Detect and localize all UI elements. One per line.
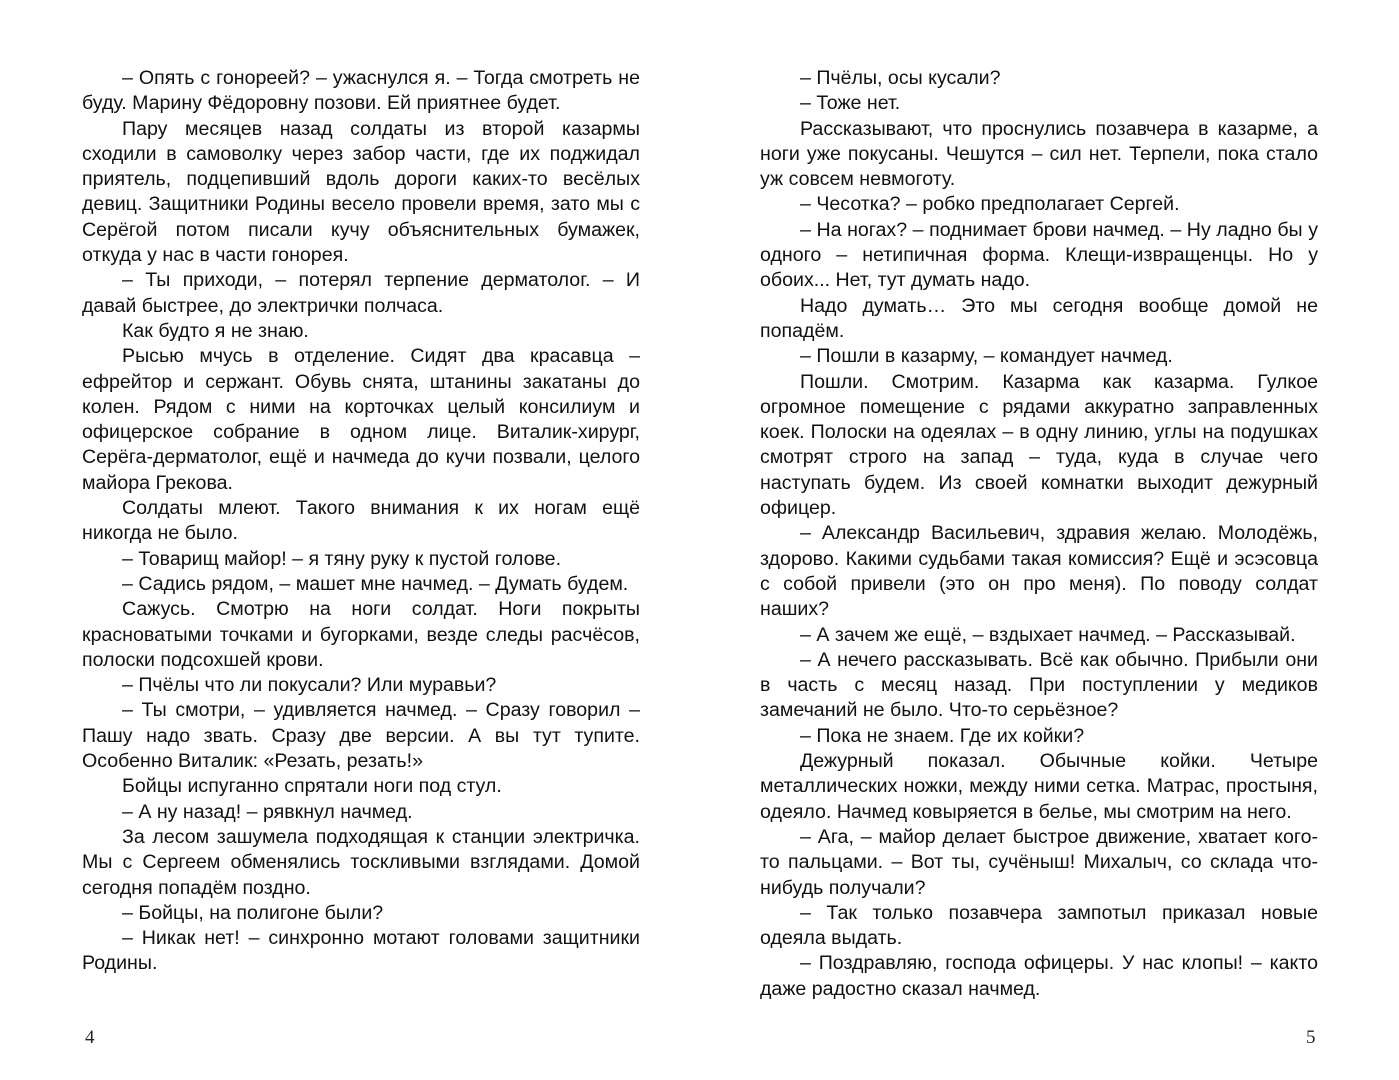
paragraph: Надо думать… Это мы сегодня вообще домой не попадём. bbox=[760, 294, 1318, 342]
paragraph: – Тоже нет. bbox=[800, 92, 901, 115]
page-number-left: 4 bbox=[85, 1027, 95, 1048]
paragraph: Как будто я не знаю. bbox=[122, 319, 309, 342]
paragraph: – Пчёлы, осы кусали? bbox=[800, 67, 1001, 89]
paragraph: – А ну назад! – рявкнул начмед. bbox=[122, 800, 413, 823]
paragraph: – Садись рядом, – машет мне начмед. – Думать будем. bbox=[122, 572, 629, 595]
paragraph: – А нечего рассказывать. Всё как обычно. Прибыли они в часть с месяц назад. При поступлении у медиков замечаний не было. Что-то серьёзное? bbox=[760, 648, 1318, 722]
right-page bbox=[760, 66, 1318, 1002]
paragraph: – А зачем же ещё, – вздыхает начмед. – Рассказывай. bbox=[800, 623, 1296, 646]
paragraph: – Опять с гонореей? – ужаснулся я. – Тогда смотреть не буду. Марину Фёдоровну позови. Ей приятнее будет. bbox=[82, 67, 640, 115]
paragraph: – Товарищ майор! – я тяну руку к пустой голове. bbox=[122, 547, 562, 570]
left-page bbox=[82, 66, 640, 977]
paragraph: – Так только позавчера зампотыл приказал новые одеяла выдать. bbox=[760, 901, 1318, 950]
paragraph: Дежурный показал. Обычные койки. Четыре металлических ножки, между ними сетка. Матрас, простыня, одеяло. Начмед ковыряется в белье, мы смотрим на него. bbox=[760, 750, 1318, 823]
paragraph: Бойцы испуганно спрятали ноги под стул. bbox=[122, 775, 502, 798]
paragraph: – Ты смотри, – удивляется начмед. – Сразу говорил – Пашу надо звать. Сразу две версии. А вы тут тупите. Особенно Виталик: «Резать, резать!» bbox=[82, 699, 640, 773]
paragraph: Рысью мчусь в отделение. Сидят два красавца – ефрейтор и сержант. Обувь снята, штанины закатаны до колен. Рядом с ними на корточках целый консилиум и офицерское собрание в одном лице. Виталик-хирург, Серёга-дерматолог, ещё и начмеда до кучи позвали, целого майора Грекова. bbox=[82, 345, 640, 494]
paragraph: – На ногах? – поднимает брови начмед. – Ну ладно бы у одного – нетипичная форма. Клещи-извращенцы. Но у обоих... Нет, тут думать надо. bbox=[760, 218, 1318, 292]
paragraph: – Ты приходи, – потерял терпение дерматолог. – И давай быстрее, до электрички полчаса. bbox=[82, 269, 640, 317]
paragraph: – Пчёлы что ли покусали? Или муравьи? bbox=[122, 674, 497, 697]
paragraph: – Пошли в казарму, – командует начмед. bbox=[800, 345, 1173, 368]
page-number-right: 5 bbox=[1306, 1027, 1316, 1048]
paragraph: – Ага, – майор делает быстрое движение, хватает кого-то пальцами. – Вот ты, сучёныш! Михалыч, со склада что-нибудь получали? bbox=[760, 825, 1318, 899]
paragraph: За лесом зашумела подходящая к станции электричка. Мы с Сергеем обменялись тоскливыми взглядами. Домой сегодня попадём поздно. bbox=[82, 825, 640, 899]
paragraph: – Бойцы, на полигоне были? bbox=[122, 901, 384, 924]
paragraph: Пошли. Смотрим. Казарма как казарма. Гулкое огромное помещение с рядами аккуратно заправленных коек. Полоски на одеялах – в одну линию, углы на подушках смотрят строго на запад – туда, куда в случае чего наступать будем. Из своей комнатки выходит дежурный офицер. bbox=[760, 370, 1318, 520]
paragraph: – Александр Васильевич, здравия желаю. Молодёжь, здорово. Какими судьбами такая комиссия? Ещё и эсэсовца с собой привели (это он про меня). По поводу солдат наших? bbox=[760, 522, 1318, 621]
paragraph: – Пока не знаем. Где их койки? bbox=[800, 724, 1085, 747]
paragraph: – Поздравляю, господа офицеры. У нас клопы! – както даже радостно сказал начмед. bbox=[760, 952, 1318, 1000]
paragraph: Пару месяцев назад солдаты из второй казармы сходили в самоволку через забор части, где их поджидал приятель, подцепивший вдоль дороги каких-то весёлых девиц. Защитники Родины весело провели время, зато мы с Серёгой потом писали кучу объяснительных бумажек, откуда у нас в части гонорея. bbox=[82, 117, 640, 267]
paragraph: – Чесотка? – робко предполагает Сергей. bbox=[800, 193, 1180, 216]
paragraph: Рассказывают, что проснулись позавчера в казарме, а ноги уже покусаны. Чешутся – сил нет. Терпели, пока стало уж совсем невмоготу. bbox=[760, 117, 1318, 191]
paragraph: Сажусь. Смотрю на ноги солдат. Ноги покрыты красноватыми точками и бугорками, везде следы расчёсов, полоски подсохшей крови. bbox=[82, 598, 640, 671]
paragraph: – Никак нет! – синхронно мотают головами защитники Родины. bbox=[82, 927, 640, 975]
paragraph: Солдаты млеют. Такого внимания к их ногам ещё никогда не было. bbox=[82, 497, 640, 545]
